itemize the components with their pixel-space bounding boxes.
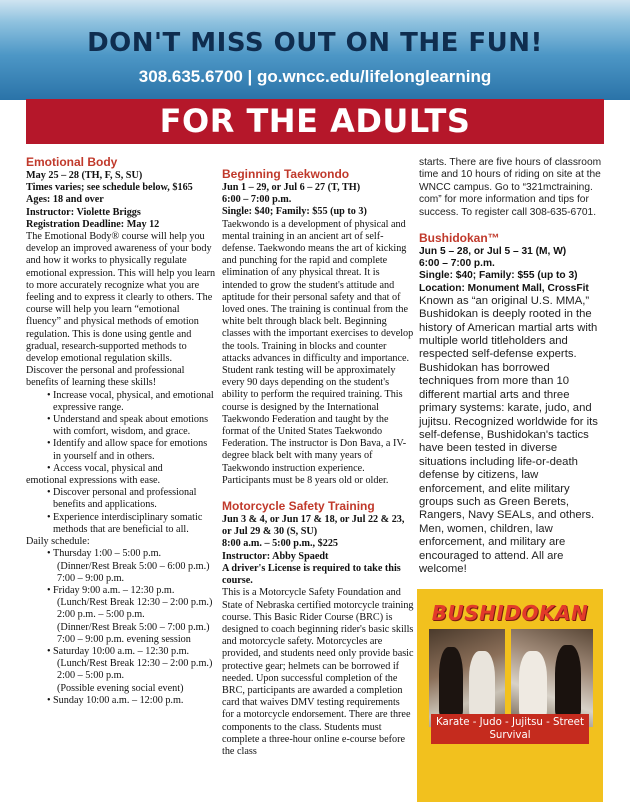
course-detail: Jun 1 – 29, or Jul 6 – 27 (T, TH) bbox=[222, 182, 361, 193]
course-detail: Registration Deadline: May 12 bbox=[26, 218, 160, 230]
martial-arts-photo bbox=[511, 629, 593, 727]
course-detail: A driver's License is required to take this course. bbox=[222, 562, 401, 587]
schedule-line: (Lunch/Rest Break 12:30 – 2:00 p.m.) bbox=[57, 597, 213, 609]
poster-caption-box bbox=[431, 714, 589, 744]
banner-contact: 308.635.6700 | go.wncc.edu/lifelonglearning bbox=[138, 67, 492, 86]
list-item: • Discover personal and professional benefits and applications. bbox=[26, 487, 216, 511]
course-detail: Ages: 18 and over bbox=[26, 194, 104, 206]
schedule-list bbox=[26, 548, 216, 707]
motorcycle-heading: Motorcycle Safety Training bbox=[222, 499, 375, 514]
schedule-day: • Saturday 10:00 a.m. – 12:30 p.m. bbox=[26, 646, 216, 658]
course-detail: Jun 5 – 28, or Jul 5 – 31 (M, W) bbox=[419, 246, 567, 258]
figure-silhouette bbox=[439, 647, 463, 717]
course-detail: 6:00 – 7:00 p.m. bbox=[419, 258, 495, 270]
benefits-list bbox=[26, 487, 216, 536]
course-detail: Instructor: Violette Briggs bbox=[26, 206, 141, 218]
course-description: The Emotional Body® course will help you develop an improved awareness of your body and how it works to physically regulate emotional expression. This will help you learn to more accurately recognize what you are feeling and to express it clearly to others. The course will help you learn “emotional fluency” and physical methods of emotion regulation. This is done using gentle and gradual, research-supported methods to develop emotional regulation skills. bbox=[26, 231, 216, 365]
course-detail: May 25 – 28 (TH, F, S, SU) bbox=[26, 170, 143, 181]
course-detail: Single: $40; Family: $55 (up to 3) bbox=[222, 206, 367, 218]
bushidokan-poster-image bbox=[417, 589, 603, 802]
course-detail: Times varies; see schedule below, $165 bbox=[26, 182, 193, 194]
bushidokan-heading: Bushidokan™ bbox=[419, 231, 500, 246]
course-detail: 8:00 a.m. – 5:00 p.m., $225 bbox=[222, 538, 339, 550]
banner-title: DON'T MISS OUT ON THE FUN! bbox=[87, 28, 543, 58]
figure-silhouette bbox=[519, 651, 547, 717]
middle-column bbox=[222, 153, 414, 758]
list-item: • Understand and speak about emotions with comfort, wisdom, and grace. bbox=[26, 414, 216, 438]
schedule-day: • Friday 9:00 a.m. – 12:30 p.m. bbox=[26, 585, 216, 597]
course-detail: Location: Monument Mall, CrossFit bbox=[419, 282, 589, 294]
schedule-line: (Dinner/Rest Break 5:00 – 7:00 p.m.) bbox=[57, 621, 210, 633]
course-description: This is a Motorcycle Safety Foundation and State of Nebraska certified motorcycle training course. This Basic Rider Course (BRC) is designed to coach beginning rider's basic skills and motorcycle safety. Motorcycles are provided, and students need only provide basic protective gear; helmets can be borrowed if needed. Upon successful completion of the BRC, participants are awarded a completion card that waives DMV testing requirements for a motorcycle endorsement. There are three components to the class. Students must complete a three-hour online e-course before the class bbox=[222, 587, 414, 757]
schedule-day: • Sunday 10:00 a.m. – 12:00 p.m. bbox=[26, 695, 216, 707]
right-column bbox=[419, 157, 607, 576]
poster-caption: Karate - Judo - Jujitsu - Street Survival bbox=[436, 717, 584, 741]
emotional-body-heading: Emotional Body bbox=[26, 155, 118, 169]
course-description: Taekwondo is a development of physical and mental training in an ancient art of self-defense. Taekwondo means the art of kicking and punching for the rapid and complete elimination of any physical threat. It is intended to grow the student's attitude and aptitude for their personal safety and that of loved ones. The training is continual from the white belt through black belt. Beginning classes with the important exercises to develop the tools. Training in blocks and counter attacks advances in difficulty and importance. Student rank testing will be approximately every 90 days depending on the student's ability to perform the required training. This course is designed by the International Taekwondo Federation and taught by the format of the United States Taekwondo Federation. The instructor is Don Bava, a IV-degree black belt with many years of Taekwondo instruction experience. Participants must be 8 years old or older. bbox=[222, 218, 414, 486]
schedule-line: 2:00 – 5:00 p.m. bbox=[57, 670, 125, 682]
list-item: • Access vocal, physical and bbox=[26, 463, 216, 475]
course-description-continued: starts. There are five hours of classroom time and 10 hours of riding on site at the WNCC campus. Go to “321mctraining. com” for more information and tips for success. To register call 308-635-6701. bbox=[419, 157, 602, 218]
poster-title: BUSHIDOKAN bbox=[431, 601, 589, 625]
emotional-body-column bbox=[26, 153, 216, 707]
course-detail: Jun 3 & 4, or Jun 17 & 18, or Jul 22 & 23, or Jul 29 & 30 (S, SU) bbox=[222, 514, 405, 538]
schedule-line: 7:00 – 9:00 p.m. evening session bbox=[57, 633, 191, 645]
section-title-bar bbox=[26, 99, 604, 144]
schedule-label: Daily schedule: bbox=[26, 536, 90, 548]
schedule-line: (Possible evening social event) bbox=[57, 682, 184, 694]
benefits-list bbox=[26, 390, 216, 475]
course-description: Known as “an original U.S. MMA,” Bushidokan is deeply rooted in the history of American martial arts with multiple world titleholders and respected self-defense experts. Bushidokan has borrowed techniques from more than 10 different martial arts and three primary systems: karate, judo, and jujitsu. Recognized worldwide for its self-defense, Bushidokan's tactics have been tested in diverse situations including life-or-death defense by citizens, law enforcement, and elite military groups such as Green Berets, Rangers, Navy SEALs, and others. Men, women, children, law enforcement, and military are encouraged to attend. All are welcome! bbox=[419, 294, 598, 575]
figure-silhouette bbox=[469, 651, 495, 717]
schedule-line: (Dinner/Rest Break 5:00 – 6:00 p.m.) bbox=[57, 560, 210, 572]
course-detail: Single: $40; Family: $55 (up to 3) bbox=[419, 270, 578, 282]
taekwondo-heading: Beginning Taekwondo bbox=[222, 167, 350, 181]
martial-arts-photo bbox=[429, 629, 505, 727]
list-item: • Increase vocal, physical, and emotional expressive range. bbox=[26, 390, 216, 414]
schedule-line: 7:00 – 9:00 p.m. bbox=[57, 572, 125, 584]
list-item-continuation: emotional expressions with ease. bbox=[26, 475, 161, 487]
header-banner bbox=[0, 0, 630, 100]
course-detail: Instructor: Abby Spaedt bbox=[222, 550, 329, 562]
list-item: • Identify and allow space for emotions in yourself and in others. bbox=[26, 438, 216, 462]
schedule-day: • Thursday 1:00 – 5:00 p.m. bbox=[26, 548, 216, 560]
schedule-line: (Lunch/Rest Break 12:30 – 2:00 p.m.) bbox=[57, 658, 213, 670]
section-title: FOR THE ADULTS bbox=[159, 102, 471, 140]
figure-silhouette bbox=[555, 645, 581, 717]
list-item: • Experience interdisciplinary somatic methods that are beneficial to all. bbox=[26, 512, 216, 536]
schedule-line: 2:00 p.m. – 5:00 p.m. bbox=[57, 609, 145, 621]
course-detail: 6:00 – 7:00 p.m. bbox=[222, 194, 292, 206]
course-description: Discover the personal and professional benefits of learning these skills! bbox=[26, 365, 185, 389]
